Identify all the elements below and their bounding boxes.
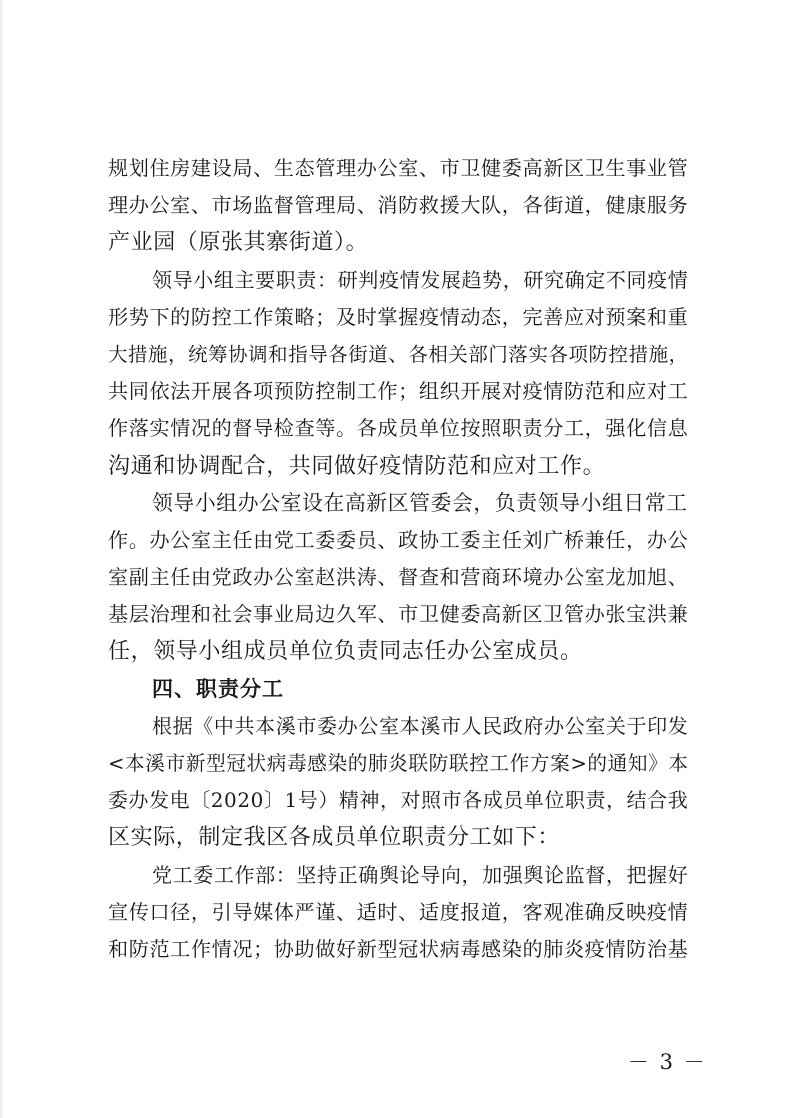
paragraph-line: 理办公室、市场监督管理局、消防救援大队，各街道，健康服务 (108, 193, 689, 218)
page-number: － 3 － (628, 1050, 707, 1074)
paragraph-line: 规划住房建设局、生态管理办公室、市卫健委高新区卫生事业管 (108, 156, 689, 180)
body-text (108, 150, 690, 968)
section-heading: 四、职责分工 (152, 676, 284, 701)
scan-edge (0, 0, 4, 1118)
paragraph-line: 委办发电〔2020〕1号）精神，对照市各成员单位职责，结合我 (108, 788, 689, 813)
paragraph-line: <本溪市新型冠状病毒感染的肺炎联防联控工作方案>的通知》本 (108, 752, 689, 775)
paragraph-line: 沟通和协调配合，共同做好疫情防范和应对工作。 (108, 453, 606, 479)
paragraph-line: 室副主任由党政办公室赵洪涛、督查和营商环境办公室龙加旭、 (108, 565, 689, 590)
paragraph-line: 和防范工作情况；协助做好新型冠状病毒感染的肺炎疫情防治基 (108, 936, 689, 961)
paragraph-line: 产业园（原张其寨街道）。 (108, 230, 369, 256)
paragraph-line: 作落实情况的督导检查等。各成员单位按照职责分工，强化信息 (108, 416, 689, 441)
paragraph-line: 区实际，制定我区各成员单位职责分工如下： (108, 825, 561, 851)
paragraph-line: 基层治理和社会事业局边久军、市卫健委高新区卫管办张宝洪兼 (108, 602, 689, 627)
paragraph-line: 大措施，统筹协调和指导各街道、各相关部门落实各项防控措施， (108, 342, 689, 366)
paragraph-line: 领导小组办公室设在高新区管委会，负责领导小组日常工 (152, 490, 688, 515)
paragraph-line: 根据《中共本溪市委办公室本溪市人民政府办公室关于印发 (152, 713, 689, 738)
paragraph-line: 宣传口径，引导媒体严谨、适时、适度报道，客观准确反映疫情 (108, 899, 689, 924)
paragraph-line: 作。办公室主任由党工委委员、政协工委主任刘广桥兼任，办公 (108, 527, 689, 552)
paragraph-line: 形势下的防控工作策略；及时掌握疫情动态，完善应对预案和重 (108, 304, 689, 329)
paragraph-line: 共同依法开展各项预防控制工作；组织开展对疫情防范和应对工 (108, 379, 689, 404)
paragraph-line: 任，领导小组成员单位负责同志任办公室成员。 (108, 639, 583, 665)
paragraph-line: 党工委工作部：坚持正确舆论导向，加强舆论监督，把握好 (152, 862, 689, 887)
paragraph-line: 领导小组主要职责：研判疫情发展趋势，研究确定不同疫情 (152, 267, 689, 292)
